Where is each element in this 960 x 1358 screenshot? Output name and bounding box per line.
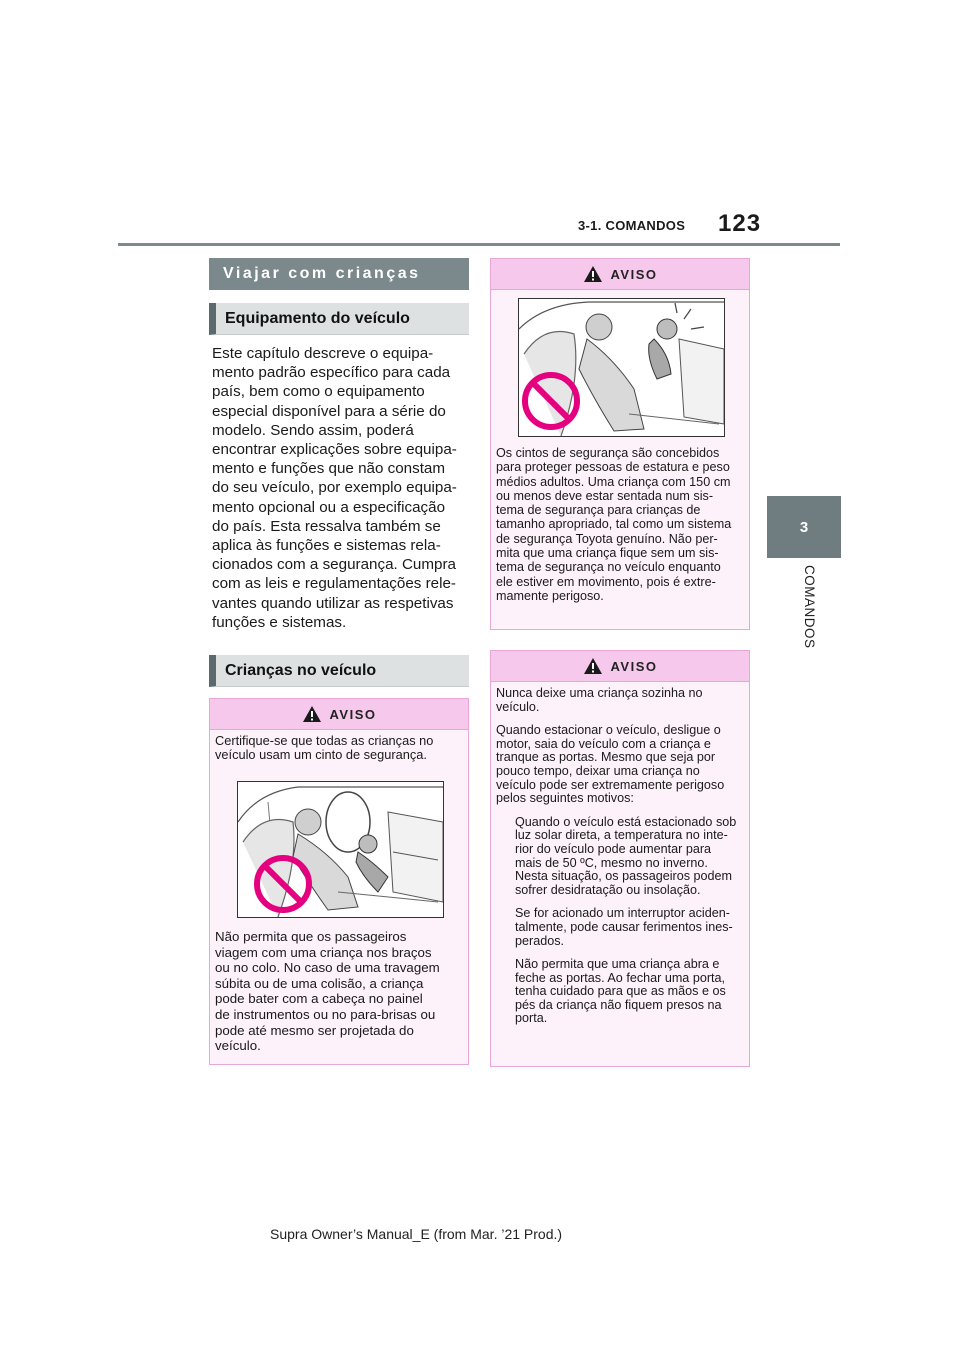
text-line: veículo.: [496, 699, 540, 714]
text-line: pode bater com a cabeça no painel: [215, 991, 423, 1007]
section-title: Viajar com crianças: [209, 258, 469, 290]
text-line: tamanho apropriado, tal como um sistema: [496, 517, 732, 532]
text-block: [496, 907, 749, 948]
warning-title: AVISO: [610, 658, 658, 674]
text-block: [496, 446, 731, 603]
text-line: tema de segurança no veículo enquanto: [496, 560, 721, 575]
text-line: Nunca deixe uma criança sozinha no: [496, 686, 703, 700]
text-line: mais de 50 ºC, mesmo no inverno.: [515, 855, 708, 870]
text-block: [215, 734, 468, 762]
text-line: Este capítulo descreve o equipa-: [212, 345, 434, 362]
text-line: motor, saia do veículo com a criança e: [496, 736, 711, 751]
text-line: sofrer desidratação ou insolação.: [515, 882, 701, 897]
text-line: funções e sistemas.: [212, 613, 347, 631]
text-line: especial disponível para a série do: [212, 402, 446, 420]
text-line: tenha cuidado para que as mãos e os: [515, 984, 726, 999]
text-line: pés da criança não fiquem presos na: [515, 997, 722, 1012]
text-line: mamente perigoso.: [496, 588, 604, 603]
text-line: súbita ou de uma colisão, a criança: [215, 975, 424, 991]
text-line: pode até mesmo ser projetada do: [215, 1022, 414, 1038]
text-block: [496, 958, 749, 1026]
chapter-label-text: COMANDOS: [802, 565, 817, 649]
text-line: Não permita que os passageiros: [215, 929, 407, 944]
warning-text-seatbelt: [496, 446, 731, 603]
car-interior-illustration: [519, 299, 724, 436]
text-block: [212, 344, 470, 632]
text-line: de segurança Toyota genuíno. Não per-: [496, 531, 718, 546]
warning-header: [210, 699, 468, 730]
warning-title: AVISO: [329, 706, 377, 722]
text-line: com as leis e regulamentações rele-: [212, 575, 456, 593]
car-interior-illustration: [238, 782, 443, 917]
header-rule: [118, 243, 840, 246]
warning-title: AVISO: [610, 266, 658, 282]
subhead-children: Crianças no veículo: [209, 655, 469, 687]
text-line: talmente, pode causar ferimentos ines-: [515, 919, 733, 934]
text-line: médios adultos. Uma criança com 150 cm: [496, 474, 731, 489]
warning-triangle-icon: [302, 705, 322, 723]
text-line: pelos seguintes motivos:: [496, 791, 634, 806]
text-line: Se for acionado um interruptor aciden-: [515, 906, 730, 921]
text-line: do país. Esta ressalva também se: [212, 517, 441, 535]
text-line: vantes quando utilizar as respetivas: [212, 594, 454, 612]
text-line: feche as portas. Ao fechar uma porta,: [515, 970, 726, 985]
text-line: Certifique-se que todas as crianças no: [215, 733, 434, 748]
text-line: veículo usam um cinto de segurança.: [215, 747, 427, 763]
text-line: Nesta situação, os passageiros podem: [515, 869, 733, 884]
text-block: [215, 929, 440, 1054]
text-line: porta.: [515, 1011, 548, 1026]
text-line: do seu veículo, por exemplo equipa-: [212, 479, 457, 497]
warning-header: [491, 651, 749, 682]
chapter-label: [770, 565, 840, 665]
warning-box-seatbelt: [490, 258, 750, 630]
text-line: mita que uma criança fique sem um sis-: [496, 546, 719, 561]
child-on-lap-illustration: [518, 298, 725, 437]
text-line: veículo.: [215, 1038, 261, 1054]
text-line: mento opcional ou a especificação: [212, 498, 446, 516]
text-block: [496, 687, 749, 714]
text-line: ele estiver em movimento, pois é extre-: [496, 574, 716, 589]
text-line: tema de segurança para crianças de: [496, 503, 701, 518]
page-number: 123: [718, 210, 762, 237]
text-line: luz solar direta, a temperatura no inte-: [515, 828, 728, 843]
text-line: Quando estacionar o veículo, desligue o: [496, 723, 721, 738]
text-line: tranque as portas. Mesmo que seja por: [496, 750, 716, 765]
text-line: para proteger pessoas de estatura e peso: [496, 460, 730, 475]
warning-box-alone: [490, 650, 750, 1067]
text-line: de instrumentos ou no para-brisas ou: [215, 1006, 436, 1022]
text-line: cionados com a segurança. Cumpra: [212, 556, 456, 574]
text-block: [496, 816, 749, 898]
text-line: perados.: [515, 933, 565, 948]
warning-text-alone: [491, 682, 749, 1026]
text-line: Quando o veículo está estacionado sob: [515, 814, 737, 829]
text-line: mento padrão específico para cada: [212, 364, 451, 382]
warning-text-top: [210, 730, 468, 762]
text-line: modelo. Sendo assim, poderá: [212, 421, 414, 439]
footer-manual-title: Supra Owner’s Manual_E (from Mar. ’21 Prod.): [270, 1226, 563, 1242]
warning-triangle-icon: [583, 265, 603, 283]
text-line: aplica às funções e sistemas rela-: [212, 537, 441, 555]
section-label: 3-1. COMANDOS: [578, 218, 686, 233]
warning-header: [491, 259, 749, 290]
text-line: país, bem como o equipamento: [212, 383, 425, 401]
text-line: ou no colo. No caso de uma travagem: [215, 960, 440, 976]
warning-box-left: [209, 698, 469, 1065]
text-line: pouco tempo, deixar uma criança no: [496, 763, 700, 778]
text-line: mento e funções que não constam: [212, 460, 446, 478]
intro-paragraph: [212, 344, 470, 632]
warning-text-bottom: [215, 929, 440, 1054]
text-line: ou menos deve estar sentada num sis-: [496, 488, 714, 503]
child-in-seat-illustration: [237, 781, 444, 918]
text-line: encontrar explicações sobre equipa-: [212, 441, 457, 459]
text-line: rior do veículo pode aumentar para: [515, 841, 712, 856]
text-line: viagem com uma criança nos braços: [215, 944, 432, 960]
text-line: veículo pode ser extremamente perigoso: [496, 777, 725, 792]
subhead-equipment: Equipamento do veículo: [209, 303, 469, 335]
text-block: [496, 724, 749, 806]
chapter-tab: 3: [767, 496, 841, 558]
warning-triangle-icon: [583, 657, 603, 675]
text-line: Não permita que uma criança abra e: [515, 957, 720, 972]
text-line: Os cintos de segurança são concebidos: [496, 446, 720, 460]
